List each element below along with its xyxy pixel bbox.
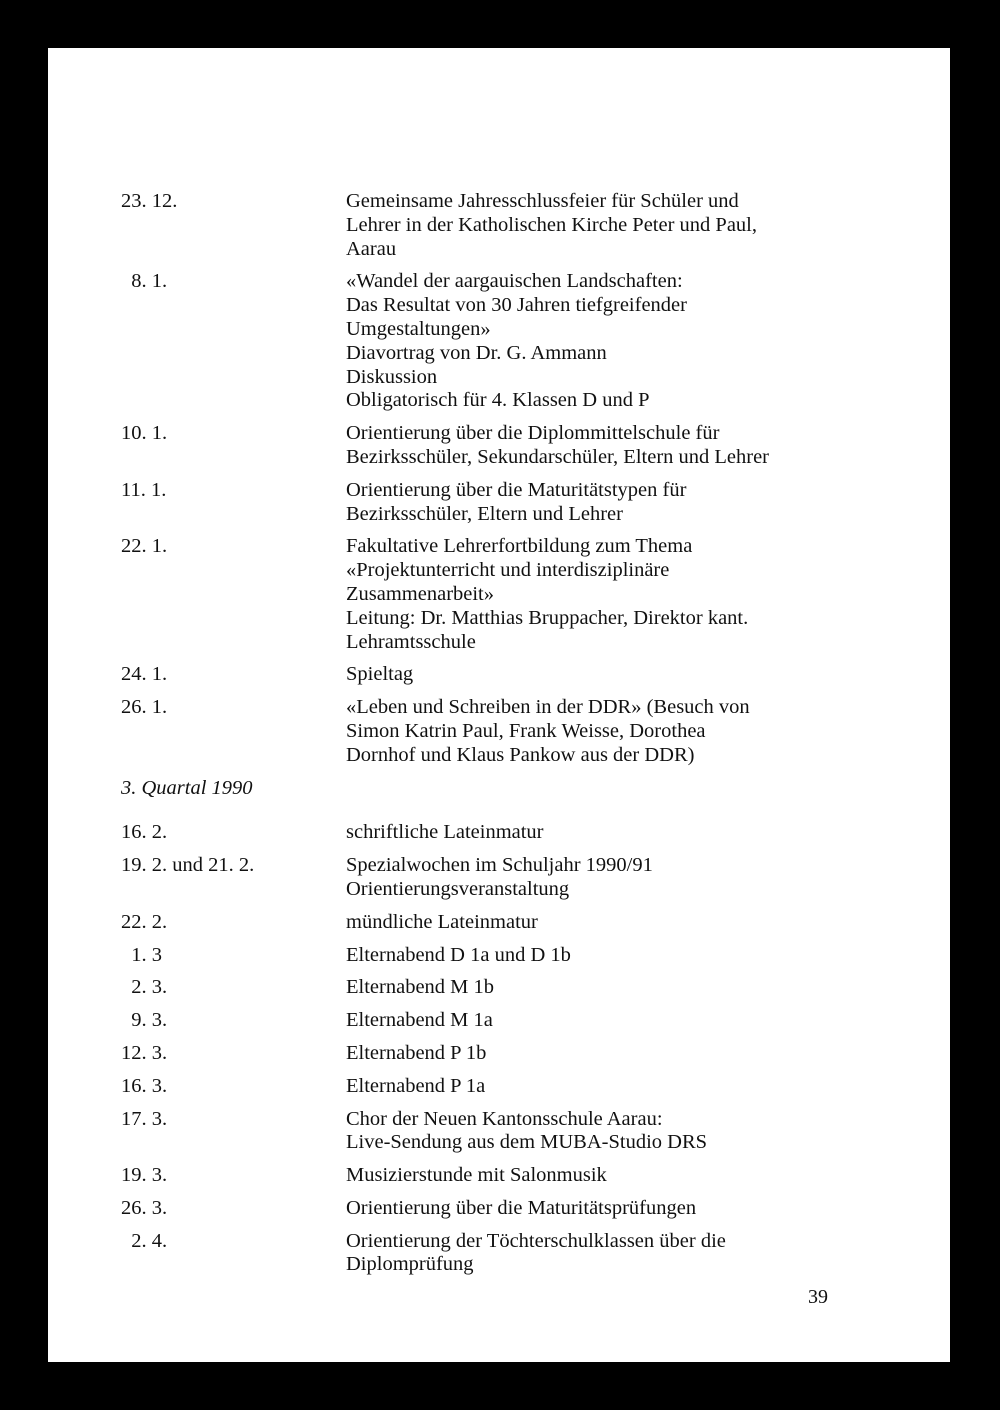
entry-description [346, 821, 881, 845]
entry-line: Elternabend P 1b [346, 1041, 487, 1064]
entry-date: 23. 12. [121, 190, 178, 212]
entry-line: Elternabend M 1b [346, 976, 495, 999]
entry-date: 22. 2. [121, 910, 168, 933]
entry-description [346, 1042, 881, 1066]
entry-date: 1. 3 [121, 943, 162, 966]
entry-line: Orientierung über die Diplommittelschule für [346, 422, 720, 445]
schedule-entry [121, 821, 881, 845]
entry-line: Leitung: Dr. Matthias Bruppacher, Direktor kant. [346, 606, 749, 629]
entry-line: Bezirksschüler, Sekundarschüler, Eltern und Lehrer [346, 445, 770, 468]
schedule-entry [121, 1164, 881, 1188]
entry-date: 19. 3. [121, 1164, 168, 1187]
entry-date: 2. 3. [121, 976, 168, 999]
entry-date: 16. 3. [121, 1074, 168, 1097]
entry-date: 12. 3. [121, 1041, 168, 1064]
entry-line: Live-Sendung aus dem MUBA-Studio DRS [346, 1131, 708, 1154]
entry-line: «Wandel der aargauischen Landschaften: [346, 270, 683, 293]
entry-line: Aarau [346, 237, 397, 260]
schedule-entry [121, 1075, 881, 1099]
entry-line: Lehrer in der Katholischen Kirche Peter und Paul, [346, 213, 758, 236]
entry-line: Obligatorisch für 4. Klassen D und P [346, 389, 650, 412]
schedule-entry [121, 479, 881, 527]
entry-line: Elternabend P 1a [346, 1074, 486, 1097]
entry-line: Elternabend M 1a [346, 1009, 493, 1032]
entry-line: Orientierung über die Maturitätsprüfungen [346, 1196, 697, 1219]
entry-description [346, 1075, 881, 1099]
entry-date: 24. 1. [121, 663, 168, 686]
entry-date: 10. 1. [121, 422, 168, 445]
entry-line: Gemeinsame Jahresschlussfeier für Schüler und [346, 190, 739, 212]
schedule-entry [121, 976, 881, 1000]
section-heading: 3. Quartal 1990 [121, 776, 253, 799]
schedule-entry [121, 1197, 881, 1221]
entry-line: schriftliche Lateinmatur [346, 821, 544, 844]
entry-date: 11. 1. [121, 478, 167, 501]
entry-line: Fakultative Lehrerfortbildung zum Thema [346, 535, 693, 558]
entry-line: Elternabend D 1a und D 1b [346, 943, 571, 966]
entry-date: 17. 3. [121, 1107, 168, 1130]
entry-line: Diavortrag von Dr. G. Ammann [346, 341, 607, 364]
entry-line: «Leben und Schreiben in der DDR» (Besuch von [346, 696, 750, 719]
schedule-entry [121, 1108, 881, 1156]
entry-description [346, 535, 881, 654]
entry-line: Lehramtsschule [346, 630, 476, 653]
entry-description [346, 270, 881, 413]
entry-line: Zusammenarbeit» [346, 582, 495, 605]
schedule-entry [121, 696, 881, 767]
entry-line: Umgestaltungen» [346, 317, 491, 340]
schedule [121, 190, 881, 1286]
schedule-entry [121, 854, 881, 902]
document-page [48, 48, 950, 1362]
schedule-list-q3 [121, 821, 881, 1277]
entry-line: mündliche Lateinmatur [346, 910, 538, 933]
entry-line: Orientierung über die Maturitätstypen für [346, 478, 687, 501]
entry-line: Diplomprüfung [346, 1253, 474, 1276]
entry-description [346, 663, 881, 687]
schedule-entry [121, 270, 881, 413]
entry-description [346, 1108, 881, 1156]
entry-line: «Projektunterricht und interdisziplinäre [346, 559, 670, 582]
entry-date: 9. 3. [121, 1009, 168, 1032]
entry-line: Das Resultat von 30 Jahren tiefgreifender [346, 294, 687, 317]
entry-line: Musizierstunde mit Salonmusik [346, 1164, 607, 1187]
schedule-entry [121, 422, 881, 470]
entry-line: Spieltag [346, 663, 414, 686]
entry-line: Orientierungsveranstaltung [346, 877, 570, 900]
schedule-entry [121, 535, 881, 654]
entry-date: 19. 2. und 21. 2. [121, 854, 255, 877]
entry-line: Dornhof und Klaus Pankow aus der DDR) [346, 743, 695, 766]
schedule-list-q2 [121, 190, 881, 768]
schedule-entry [121, 1042, 881, 1066]
entry-description [346, 1197, 881, 1221]
entry-line: Chor der Neuen Kantonsschule Aarau: [346, 1107, 663, 1130]
entry-date: 2. 4. [121, 1229, 168, 1252]
entry-date: 26. 3. [121, 1196, 168, 1219]
entry-date: 22. 1. [121, 535, 168, 558]
entry-description [346, 854, 881, 902]
entry-date: 8. 1. [121, 270, 168, 293]
entry-description [346, 190, 881, 261]
schedule-entry [121, 944, 881, 968]
entry-line: Spezialwochen im Schuljahr 1990/91 [346, 854, 653, 877]
entry-description [346, 696, 881, 767]
entry-description [346, 976, 881, 1000]
schedule-entry [121, 190, 881, 261]
schedule-entry [121, 1230, 881, 1278]
entry-description [346, 422, 881, 470]
schedule-entry [121, 911, 881, 935]
schedule-entry [121, 663, 881, 687]
entry-line: Diskussion [346, 365, 438, 388]
page-number: 39 [808, 1286, 828, 1308]
entry-description [346, 479, 881, 527]
entry-date: 26. 1. [121, 696, 168, 719]
entry-date: 16. 2. [121, 821, 168, 844]
schedule-entry [121, 1009, 881, 1033]
entry-description [346, 911, 881, 935]
entry-line: Simon Katrin Paul, Frank Weisse, Dorothea [346, 719, 706, 742]
entry-description [346, 1009, 881, 1033]
entry-line: Bezirksschüler, Eltern und Lehrer [346, 502, 623, 525]
entry-description [346, 944, 881, 968]
entry-description [346, 1230, 881, 1278]
entry-line: Orientierung der Töchterschulklassen über die [346, 1229, 726, 1252]
entry-description [346, 1164, 881, 1188]
